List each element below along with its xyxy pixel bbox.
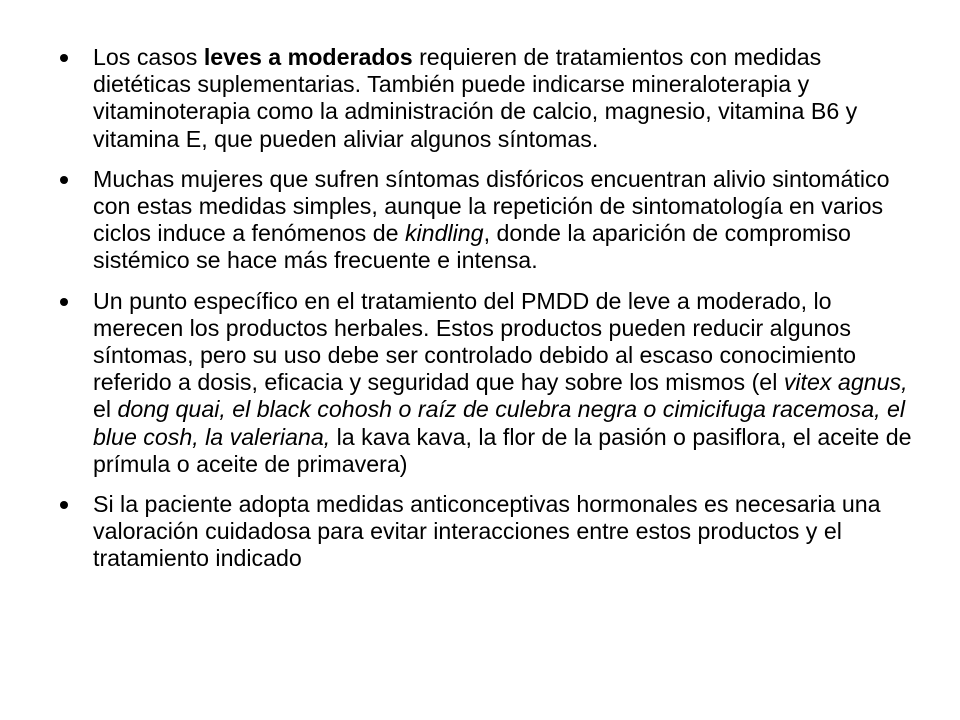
bullet-item-3 [60,288,912,478]
bullet-item-4 [60,491,912,573]
bullet-text [93,166,912,275]
text-segment: requieren de tratamientos con medidas dietéticas suplementarias. También puede indicarse mineraloterapia y vitaminoterapia como la administración de calcio, magnesio, vitamina B6 y vitamina E, que pueden aliviar algunos síntomas. [93,44,858,152]
bullet-item-1 [60,44,912,153]
text-segment: Los casos [93,44,204,70]
bullet-icon [60,54,68,62]
text-segment: Un punto específico en el tratamiento del PMDD de leve a moderado, lo merecen los productos herbales. Estos productos pueden reducir algunos síntomas, pero su uso debe ser controlado debido al escaso conocimiento referido a dosis, eficacia y seguridad que hay sobre los mismos (el [93,287,857,396]
text-segment: Muchas mujeres que sufren síntomas disfóricos encuentran alivio sintomático con estas medidas simples, aunque la repetición de sintomatología en varios ciclos induce a fenómenos de [93,165,890,247]
text-segment-italic: dong quai, el black cohosh o raíz de culebra negra o cimicifuga racemosa, el blue cosh, la valeriana, [93,396,906,450]
bullet-text [93,44,912,153]
bullet-item-2 [60,166,912,275]
bullet-icon [60,176,68,184]
bullet-icon [60,298,68,306]
bullet-icon [60,501,68,509]
bullet-list [60,44,912,586]
text-segment: la kava kava, la flor de la pasión o pasiflora, el aceite de prímula o aceite de primavera) [93,423,912,477]
text-segment-bold: leves a moderados [203,44,413,70]
text-segment-italic: vitex agnus, [783,369,908,396]
bullet-text [93,491,912,573]
text-segment: el [93,396,118,423]
text-segment: , donde la aparición de compromiso sistémico se hace más frecuente e intensa. [93,220,851,274]
text-segment-italic: kindling [404,220,484,247]
bullet-text [93,288,912,478]
text-segment: Si la paciente adopta medidas anticonceptivas hormonales es necesaria una valoración cuidadosa para evitar interacciones entre estos productos y el tratamiento indicado [93,491,881,572]
